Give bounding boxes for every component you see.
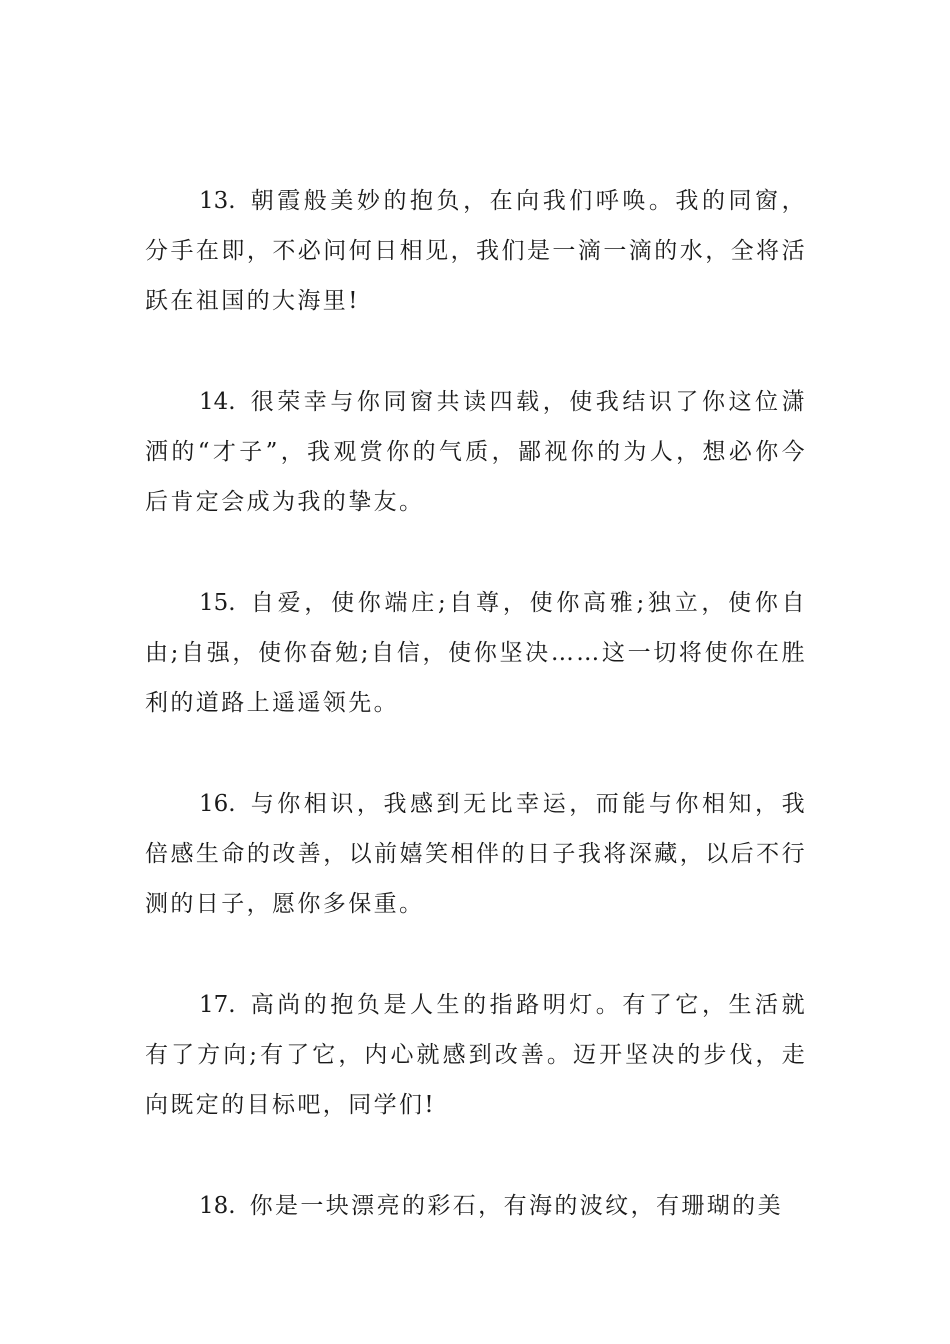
paragraph-number: 18. <box>199 1193 236 1219</box>
paragraph-number: 14. <box>199 389 236 415</box>
paragraph-18 <box>145 1181 807 1231</box>
paragraph-16 <box>145 779 807 929</box>
paragraph-number: 17. <box>199 992 236 1018</box>
paragraph-number: 16. <box>199 791 236 817</box>
paragraph-text: 高尚的抱负是人生的指路明灯。有了它，生活就有了方向;有了它，内心就感到改善。迈开坚决的步伐，走向既定的目标吧，同学们! <box>145 992 807 1118</box>
paragraph-14 <box>145 377 807 527</box>
paragraph-text: 与你相识，我感到无比幸运，而能与你相知，我倍感生命的改善，以前嬉笑相伴的日子我将深藏，以后不行测的日子，愿你多保重。 <box>145 791 807 917</box>
paragraph-15 <box>145 578 807 728</box>
paragraph-text: 自爱，使你端庄;自尊，使你高雅;独立，使你自由;自强，使你奋勉;自信，使你坚决……这一切将使你在胜利的道路上遥遥领先。 <box>145 590 807 716</box>
paragraph-text: 很荣幸与你同窗共读四载，使我结识了你这位潇洒的“才子”，我观赏你的气质，鄙视你的为人，想必你今后肯定会成为我的挚友。 <box>145 389 807 515</box>
paragraph-17 <box>145 980 807 1130</box>
paragraph-text: 朝霞般美妙的抱负，在向我们呼唤。我的同窗，分手在即，不必问何日相见，我们是一滴一滴的水，全将活跃在祖国的大海里! <box>145 188 807 314</box>
paragraph-number: 15. <box>199 590 236 616</box>
paragraph-13 <box>145 176 807 326</box>
document-body <box>145 176 807 1282</box>
paragraph-text: 你是一块漂亮的彩石，有海的波纹，有珊瑚的美 <box>249 1193 783 1219</box>
paragraph-number: 13. <box>199 188 236 214</box>
